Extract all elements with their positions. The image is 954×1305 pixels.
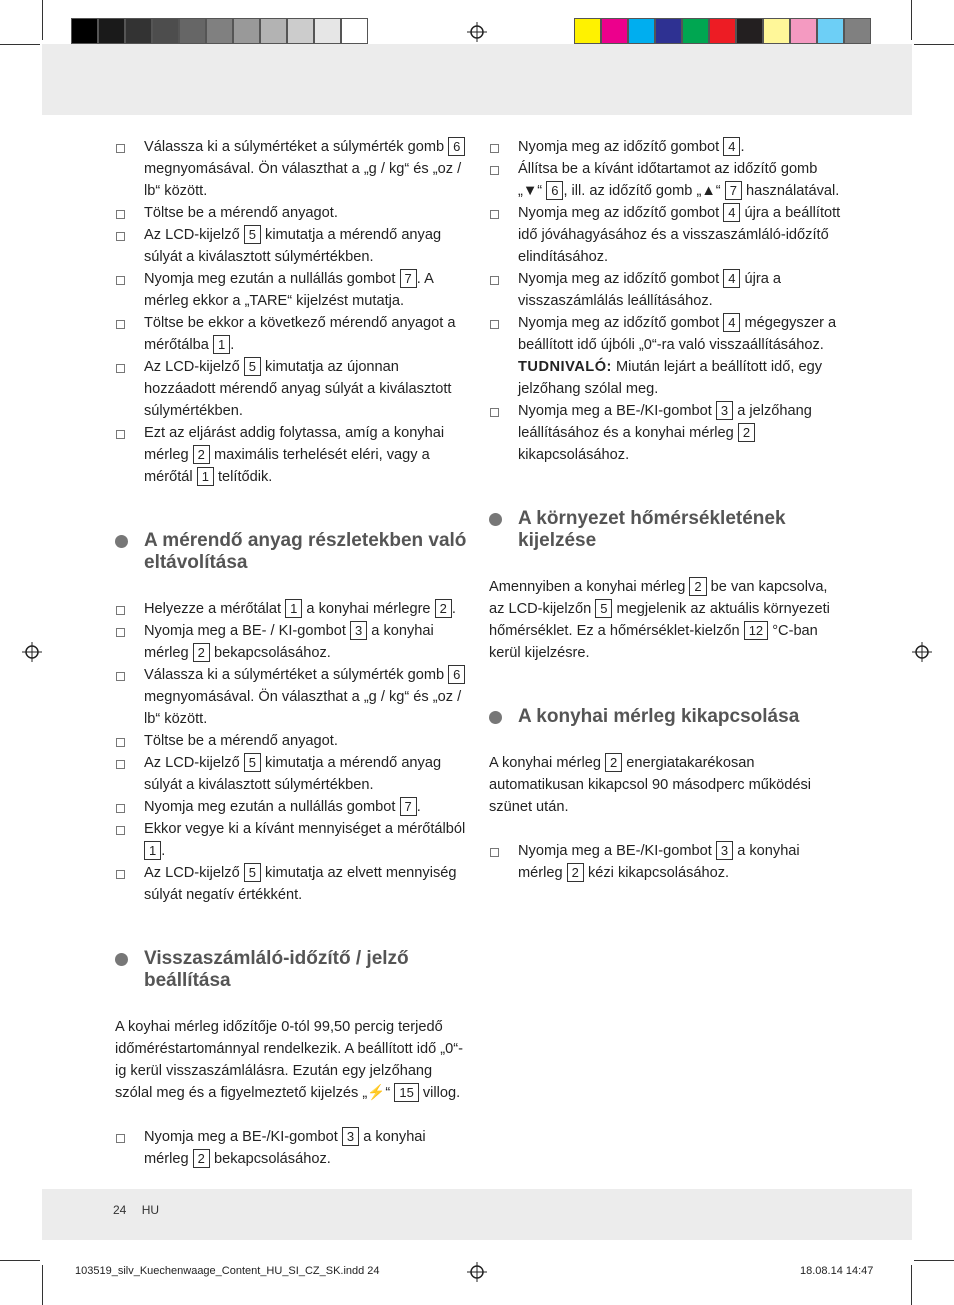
note [489,356,841,400]
part-number: 4 [723,203,740,222]
color-swatch [314,18,341,44]
color-swatch [125,18,152,44]
part-number: 2 [738,423,755,442]
checkbox-bullet-icon [116,628,125,637]
color-swatch [682,18,709,44]
checkbox-bullet-icon [116,870,125,879]
color-swatch [287,18,314,44]
list-item [115,1126,467,1170]
checkbox-bullet-icon [490,276,499,285]
checkbox-bullet-icon [116,760,125,769]
list-item [115,136,467,202]
text-run: mégegyszer a beállított idő újbóli „0“-ra való visszaállításához. [518,315,837,353]
color-swatch [233,18,260,44]
part-number: 1 [213,335,230,354]
text-run: kikapcsolásához. [518,447,630,463]
part-number: 4 [723,269,740,288]
step-list [115,1126,467,1170]
color-swatch [817,18,844,44]
color-swatch [763,18,790,44]
list-item [489,268,841,312]
text-run: energiatakarékosan automatikusan kikapcsol 90 másodperc működési szünet után. [489,755,812,815]
gray-color-bar [71,18,368,46]
list-item [489,840,841,884]
text-run: Nyomja meg a BE-/KI-gombot [518,843,716,859]
list-item [115,598,467,620]
text-run: , ill. az időzítő gomb „▲“ [563,183,725,199]
text-run: megjelenik az aktuális környezeti hőmérséklet. Ez a hőmérséklet-kielzőn [489,601,830,639]
registration-mark-icon [22,642,42,662]
text-run: A koyhai mérleg időzítője 0-tól 99,50 percig terjedő időméréstartománnyal rendelkezik. A beállított idő „0“-ig kerül visszaszámlálásra. Ezután egy jelzőhang szólal meg és a figyelmeztető kijelzés „⚡“ [115,1019,463,1101]
note-label: TUDNIVALÓ: [518,359,612,375]
text-run: kézi kikapcsolásához. [583,865,730,881]
text-run: megnyomásával. Ön választhat a „g / kg“ és „oz / lb“ között. [144,161,462,199]
bullet-icon [489,711,502,724]
paragraph [489,752,841,818]
part-number: 6 [546,181,563,200]
text-run: . A mérleg ekkor a „TARE“ kijelzést mutatja. [144,271,433,309]
text-run: megnyomásával. Ön választhat a „g / kg“ és „oz / lb“ között. [144,689,462,727]
color-swatch [98,18,125,44]
color-swatch [152,18,179,44]
list-item [115,422,467,488]
part-number: 5 [244,225,261,244]
page-footer [113,1203,159,1217]
text-run: maximális terhelését eléri, vagy a mérőtál [144,447,430,485]
bullet-icon [115,535,128,548]
checkbox-bullet-icon [116,804,125,813]
part-number: 7 [725,181,742,200]
checkbox-bullet-icon [116,606,125,615]
part-number: 2 [193,445,210,464]
color-swatch [206,18,233,44]
checkbox-bullet-icon [490,166,499,175]
text-run: . [451,601,456,617]
part-number: 6 [448,137,465,156]
text-run: Válassza ki a súlymértéket a súlymérték gomb [144,139,449,155]
text-run: . [416,799,421,815]
color-swatch [341,18,368,44]
step-list [115,598,467,906]
part-number: 2 [605,753,622,772]
part-number: 5 [244,863,261,882]
list-item [115,664,467,730]
text-run: °C-ban kerül kijelzésre. [489,623,818,661]
paragraph [115,1016,467,1104]
text-run: a konyhai mérleg [144,1129,426,1167]
right-column [489,136,841,884]
part-number: 5 [595,599,612,618]
text-run: Töltse be a mérendő anyagot. [144,205,338,221]
list-item [115,818,467,862]
checkbox-bullet-icon [116,826,125,835]
text-run: Nyomja meg a BE-/KI-gombot [518,403,716,419]
registration-mark-icon [467,1262,487,1282]
text-run: a konyhai mérleg [144,623,434,661]
file-slug: 103519_silv_Kuechenwaage_Content_HU_SI_CZ_SK.indd 24 [75,1265,380,1277]
list-item [489,312,841,356]
text-run: használatával. [741,183,840,199]
text-run: Nyomja meg az időzítő gombot [518,271,724,287]
checkbox-bullet-icon [116,144,125,153]
part-number: 7 [400,269,417,288]
checkbox-bullet-icon [116,276,125,285]
text-run: Nyomja meg a BE- / KI-gombot [144,623,351,639]
text-run: . [161,843,166,859]
text-run: Az LCD-kijelző [144,865,244,881]
text-run: Állítsa be a kívánt időtartamot az időzítő gomb „▼“ [518,161,818,199]
part-number: 2 [435,599,452,618]
text-run: Helyezze a mérőtálat [144,601,286,617]
checkbox-bullet-icon [116,738,125,747]
text-run: Az LCD-kijelző [144,359,244,375]
list-item [115,356,467,422]
checkbox-bullet-icon [116,320,125,329]
checkbox-bullet-icon [490,144,499,153]
section-heading: A konyhai mérleg kikapcsolása [489,706,841,728]
section-heading: A mérendő anyag részletekben való eltávolítása [115,530,467,574]
list-item [489,400,841,466]
text-run: A konyhai mérleg [489,755,606,771]
checkbox-bullet-icon [490,320,499,329]
text-run: kimutatja az újonnan hozzáadott mérendő anyag súlyát a kiválasztott súlymértékben. [144,359,452,419]
list-item [115,620,467,664]
text-run: Ezt az eljárást addig folytassa, amíg a konyhai mérleg [144,425,445,463]
part-number: 5 [244,357,261,376]
color-bar [574,18,871,46]
step-list [489,136,841,356]
part-number: 7 [400,797,417,816]
text-run: telítődik. [213,469,273,485]
step-list [489,840,841,884]
section-heading: Visszaszámláló-időzítő / jelző beállítása [115,948,467,992]
crop-mark [42,0,43,40]
text-run: Ekkor vegye ki a kívánt mennyiséget a mérőtálból [144,821,466,837]
text-run: be van kapcsolva, az LCD-kijelzőn [489,579,828,617]
text-run: újra a visszaszámlálás leállításához. [518,271,782,309]
text-run: kimutatja a mérendő anyag súlyát a kiválasztott súlymértékben. [144,227,442,265]
checkbox-bullet-icon [116,210,125,219]
list-item [489,158,841,202]
part-number: 2 [193,1149,210,1168]
text-run: Az LCD-kijelző [144,755,244,771]
crop-mark [914,1260,954,1261]
step-list [489,400,841,466]
date-slug: 18.08.14 14:47 [800,1265,874,1277]
color-swatch [709,18,736,44]
text-run: a konyhai mérlegre [302,601,435,617]
color-swatch [71,18,98,44]
part-number: 3 [342,1127,359,1146]
paragraph [489,576,841,664]
part-number: 1 [285,599,302,618]
checkbox-bullet-icon [116,672,125,681]
list-item [115,202,467,224]
text-run: kimutatja a mérendő anyag súlyát a kiválasztott súlymértékben. [144,755,442,793]
part-number: 5 [244,753,261,772]
text-run: Az LCD-kijelző [144,227,244,243]
list-item [115,796,467,818]
language-code: HU [141,1203,160,1217]
bullet-icon [489,513,502,526]
part-number: 3 [350,621,367,640]
crop-mark [911,0,912,40]
text-run: a jelzőhang leállításához és a konyhai mérleg [518,403,812,441]
text-run: Nyomja meg ezután a nullállás gombot [144,799,400,815]
checkbox-bullet-icon [116,232,125,241]
text-run: Amennyiben a konyhai mérleg [489,579,690,595]
text-run: Nyomja meg az időzítő gombot [518,315,724,331]
color-swatch [628,18,655,44]
step-list [115,136,467,488]
crop-mark [911,1265,912,1305]
part-number: 12 [744,621,768,640]
checkbox-bullet-icon [116,364,125,373]
color-swatch [179,18,206,44]
list-item [115,224,467,268]
list-item [115,268,467,312]
text-run: bekapcsolásához. [209,1151,331,1167]
text-run: Nyomja meg a BE-/KI-gombot [144,1129,342,1145]
color-swatch [601,18,628,44]
part-number: 2 [567,863,584,882]
part-number: 6 [448,665,465,684]
part-number: 3 [716,401,733,420]
part-number: 2 [193,643,210,662]
registration-mark-icon [912,642,932,662]
checkbox-bullet-icon [490,210,499,219]
text-run: Válassza ki a súlymértéket a súlymérték gomb [144,667,449,683]
part-number: 15 [394,1083,418,1102]
part-number: 4 [723,137,740,156]
checkbox-bullet-icon [490,408,499,417]
registration-mark-icon [467,22,487,42]
checkbox-bullet-icon [490,848,499,857]
text-run: bekapcsolásához. [209,645,331,661]
bullet-icon [115,953,128,966]
text-run: Töltse be ekkor a következő mérendő anyagot a mérőtálba [144,315,456,353]
part-number: 2 [689,577,706,596]
section-heading: A környezet hőmérsékletének kijelzése [489,508,841,552]
part-number: 4 [723,313,740,332]
page-number: 24 [113,1203,127,1217]
list-item [489,202,841,268]
text-run: Nyomja meg az időzítő gombot [518,139,724,155]
crop-mark [0,44,40,45]
text-run: Nyomja meg ezután a nullállás gombot [144,271,400,287]
text-run: kimutatja az elvett mennyiség súlyát negatív értékként. [144,865,457,903]
list-item [115,312,467,356]
color-swatch [260,18,287,44]
crop-mark [914,44,954,45]
part-number: 1 [144,841,161,860]
text-run: a konyhai mérleg [518,843,800,881]
header-band [42,44,912,115]
text-run: . [230,337,235,353]
color-swatch [790,18,817,44]
text-run: újra a beállított idő jóváhagyásához és a visszaszámláló-időzítő elindításához. [518,205,841,265]
color-swatch [574,18,601,44]
text-run: Nyomja meg az időzítő gombot [518,205,724,221]
crop-mark [42,1265,43,1305]
text-run: Töltse be a mérendő anyagot. [144,733,338,749]
color-swatch [655,18,682,44]
checkbox-bullet-icon [116,430,125,439]
color-swatch [736,18,763,44]
left-column [115,136,467,1170]
note-text: Miután lejárt a beállított idő, egy jelzőhang szólal meg. [518,359,823,397]
list-item [115,730,467,752]
list-item [115,752,467,796]
checkbox-bullet-icon [116,1134,125,1143]
list-item [489,136,841,158]
list-item [115,862,467,906]
crop-mark [0,1260,40,1261]
footer-band [42,1189,912,1240]
part-number: 3 [716,841,733,860]
text-run: villog. [418,1085,461,1101]
text-run: . [740,139,745,155]
color-swatch [844,18,871,44]
part-number: 1 [197,467,214,486]
